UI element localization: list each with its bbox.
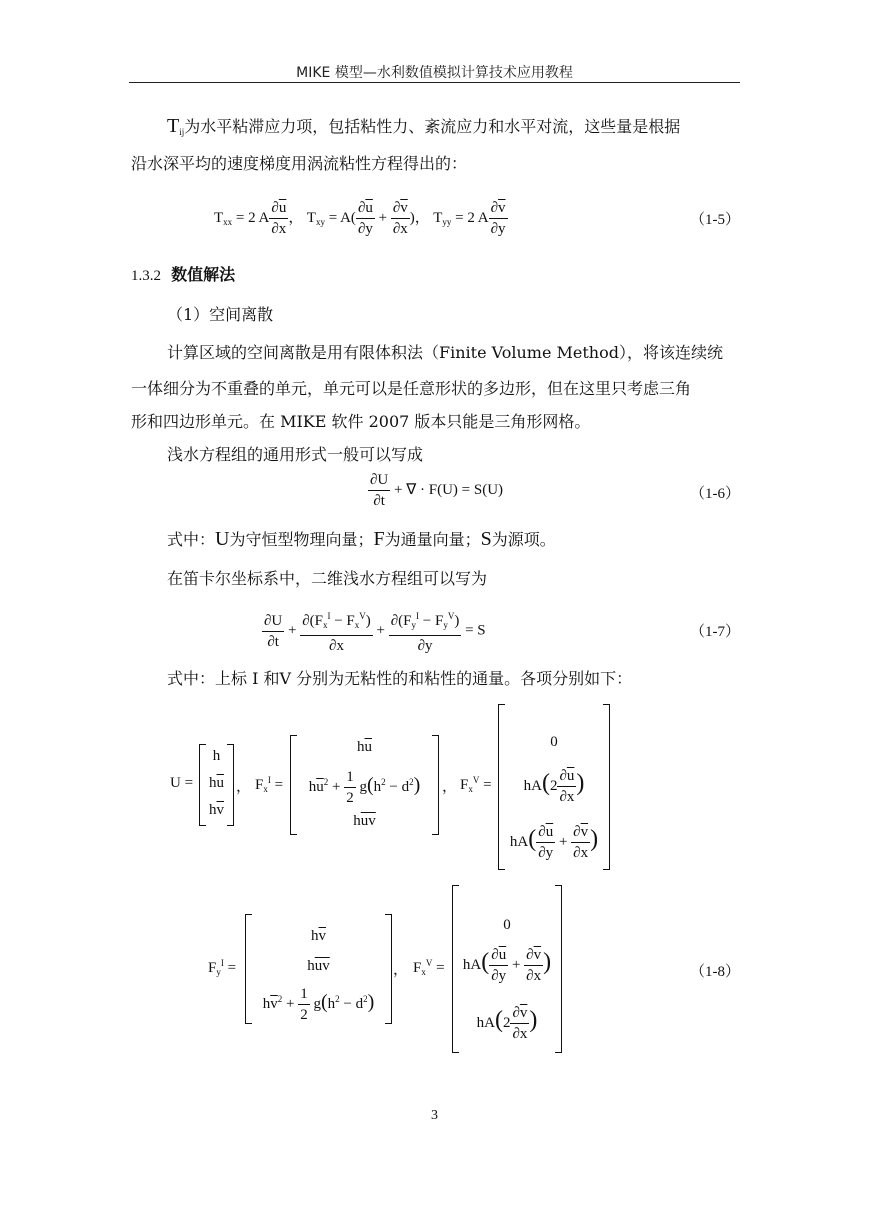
section-heading: 1.3.2 数值解法 [131,265,236,284]
paragraph-4: 式中：U为守恒型物理向量；F为通量向量；S为源项。 [167,528,556,550]
paragraph-1-line-1: $T_{ij}$为水平粘滞应力项，包括粘性力、紊流应力和水平对流，这些量是根据 [167,115,681,137]
equation-number-1-5: （1-5） [690,212,740,228]
equation-1-5: $T_{xx} = 2$ A $\frac{\partial\overline{u}}{\partial x}$ ， $T_{xy} = A$( $\frac{\partial\overline{u}}{\partial y}$ + $\frac{\partial\overline{v}}{\partial x}$ )， $T_{yy} = 2$ A $\frac{\partial\overline{v}}{\partial y}$ [214,200,506,237]
fyv-label: $F_x^V$ = [413,958,445,977]
page-number: 3 [431,1108,438,1123]
fyv-matrix: 0 hA( $\frac{\partial\overline{u}}{\partial y}$ + $\frac{\partial\overline{v}}{\partial x}$ ) hA(2 $\frac{\partial\overline{v}}{\partial x}$ ) [452,885,562,1053]
paragraph-2-line-3: 形和四边形单元。在 MIKE 软件 2007 版本只能是三角形网格。 [131,412,591,431]
u-vector: h $h\overline{u}$ $h\overline{v}$ [199,744,234,826]
equation-1-7: $\frac{\partial U}{\partial t}$ + $\frac{\partial(F_x^I - F_x^V)}{\partial x}$ + $\frac{\partial(F_y^I - F_y^V)}{\partial y}$ = S [262,606,486,656]
paragraph-1-line-2: 沿水深平均的速度梯度用涡流粘性方程得出的： [131,154,468,173]
header-rule [129,82,740,83]
fxv-matrix: 0 hA(2 $\frac{\partial\overline{u}}{\partial x}$ ) hA( $\frac{\partial\overline{u}}{\partial y}$ + $\frac{\partial\overline{v}}{\partial x}$ ) [498,704,610,870]
fyi-label: $F_y^I$ = [208,958,237,977]
tij-symbol: $T_{ij}$ [167,115,185,137]
u-vector-label: U = [170,775,194,791]
paragraph-5: 在笛卡尔坐标系中，二维浅水方程组可以写为 [167,569,488,588]
fxi-matrix: $h\overline{u}$ $h\overline{u}^2$ + $\frac{1}{2}$ $g(h^2 - d^2)$ $h\overline{uv}$ [290,735,439,835]
equation-1-6: $\frac{\partial U}{\partial t}$ + ∇ · F(U) = S(U) [370,472,504,509]
running-header: MIKE 模型—水利数值模拟计算技术应用教程 [296,65,573,81]
paragraph-2-line-1: 计算区域的空间离散是用有限体积法（Finite Volume Method），将该连续统 [167,343,723,362]
equation-number-1-7: （1-7） [690,624,740,640]
equation-number-1-6: （1-6） [690,486,740,502]
paragraph-2-line-2: 一体细分为不重叠的单元，单元可以是任意形状的多边形，但在这里只考虑三角 [131,379,692,398]
fxi-label: $F_x^I$ = [255,775,284,794]
fxv-label: $F_x^V$ = [460,775,492,794]
paragraph-3: 浅水方程组的通用形式一般可以写成 [167,445,424,464]
equation-number-1-8: （1-8） [690,964,740,980]
paragraph-6: 式中：上标 I 和V 分别为无粘性的和粘性的通量。各项分别如下： [167,669,633,688]
subsection-heading: （1）空间离散 [167,305,274,324]
fyi-matrix: $h\overline{v}$ $h\overline{uv}$ $h\overline{v}^2$ + $\frac{1}{2}$ $g(h^2 - d^2)$ [245,914,392,1024]
